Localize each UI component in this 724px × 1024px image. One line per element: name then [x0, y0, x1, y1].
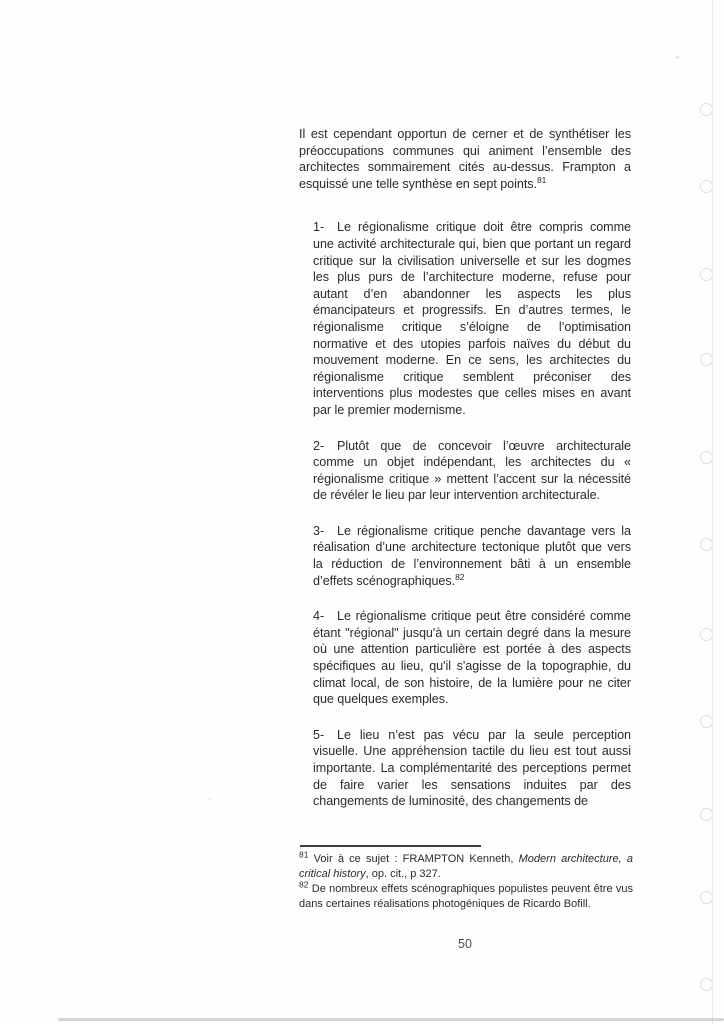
page-edge-shadow [712, 0, 713, 1024]
item-number: 2- [313, 438, 325, 453]
footnote-text: , op. cit., p 327. [365, 868, 441, 880]
footnote-text: Voir à ce sujet : FRAMPTON Kenneth, [308, 853, 519, 865]
scan-speck [208, 798, 212, 801]
item-number: 5- [313, 727, 325, 742]
list-item-1 [313, 219, 631, 418]
list-item-2 [313, 438, 631, 504]
item-number: 4- [313, 609, 325, 624]
intro-paragraph [299, 126, 631, 192]
item-number: 1- [313, 220, 325, 235]
footnote-number: 81 [299, 849, 309, 860]
footnote-text: De nombreux effets scénographiques populistes peuvent être vus dans certaines réalisations photogéniques de Ricardo Bofill. [299, 883, 633, 910]
footnote-separator-rule [300, 845, 481, 847]
item-text: Le régionalisme critique penche davantage vers la réalisation d’une architecture tectonique plutôt que vers la réduction de l’environnement bâti à un ensemble d’effets scénographiques. [313, 523, 631, 588]
footnote-ref-81: 81 [537, 174, 547, 185]
list-item-3 [313, 523, 631, 589]
footnote-ref-82: 82 [455, 571, 465, 582]
intro-text: Il est cependant opportun de cerner et de synthétiser les préoccupations communes qui animent l’ensemble des architectes sommairement cités au-dessus. Frampton a esquissé une telle synthèse en sept points. [299, 127, 631, 191]
list-item-4 [313, 608, 631, 708]
footnote-book-title: Modern architecture, a critical history [299, 853, 633, 880]
footnotes-block [299, 849, 633, 912]
scan-speck [676, 56, 679, 59]
footnote-number: 82 [299, 879, 309, 890]
item-text: Le régionalisme critique doit être compris comme une activité architecturale qui, bien que portant un regard critique sur la civilisation universelle et sur les dogmes les plus purs de l’architecture moderne, refuse pour autant d’en abandonner les aspects les plus émancipateurs et progressifs. En d’autres termes, le régionalisme critique s’éloigne de l’optimisation normative et des utopies parfois naïves du début du mouvement moderne. En ce sens, les architectes du régionalisme critique semblent préconiser des interventions plus modestes que celles mises en avant par le premier modernisme. [313, 220, 631, 417]
list-item-5 [313, 727, 631, 810]
item-text: Le lieu n’est pas vécu par la seule perception visuelle. Une appréhension tactile du lieu est tout aussi importante. La complémentarité des perceptions permet de faire varier les sensations induites par des changements de luminosité, des changements de [313, 727, 631, 809]
footnote-82 [299, 879, 633, 912]
item-number: 3- [313, 523, 325, 538]
bottom-edge-shadow [58, 1018, 724, 1021]
footnote-81 [299, 849, 633, 882]
page-number: 50 [458, 937, 472, 951]
body-text-column [299, 126, 631, 829]
item-text: Le régionalisme critique peut être considéré comme étant "régional" jusqu'à un certain degré dans la mesure où une attention particulière est portée à des aspects spécifiques au lieu, qu'il s'agisse de la topographie, du climat local, de son histoire, de la lumière pour ne citer que quelques exemples. [313, 609, 631, 707]
item-text: Plutôt que de concevoir l’œuvre architecturale comme un objet indépendant, les architectes du « régionalisme critique » mettent l’accent sur la nécessité de révéler le lieu par leur intervention architecturale. [313, 438, 631, 503]
